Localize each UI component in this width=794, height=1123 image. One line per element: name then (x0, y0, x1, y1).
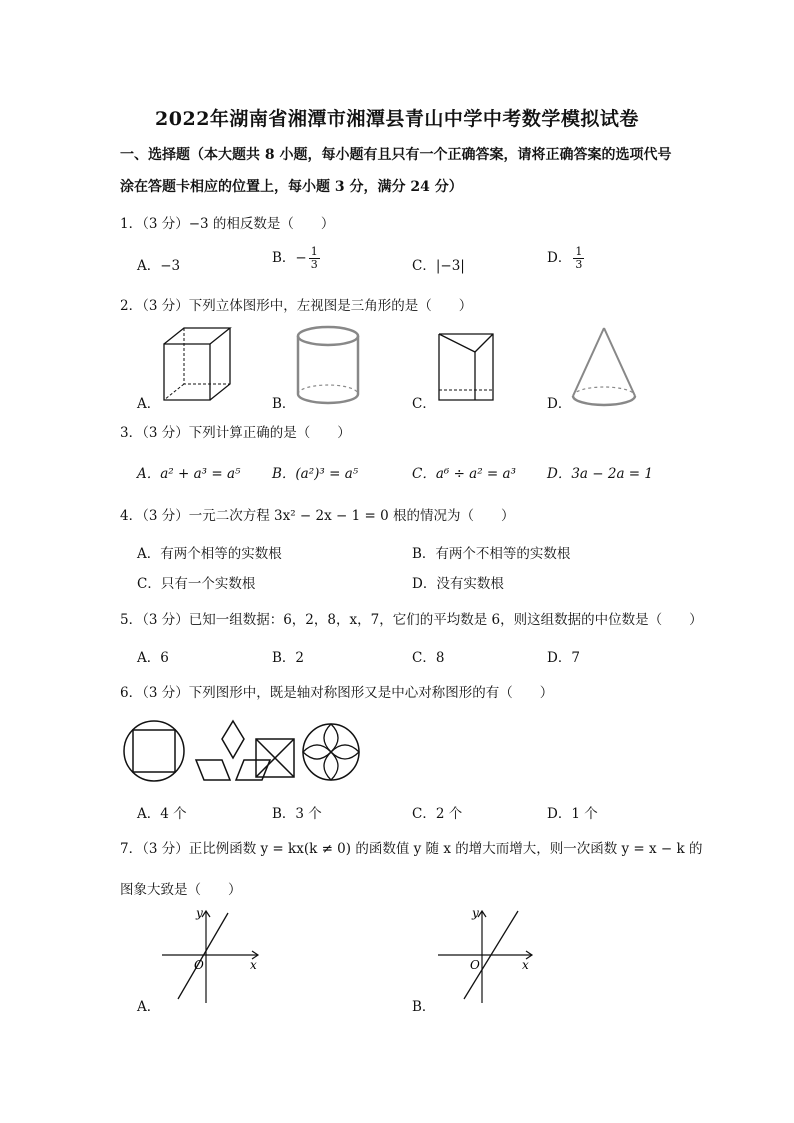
question-7-stem-line2: 图象大致是（ ） (120, 882, 242, 898)
q1-option-b-fraction (309, 246, 320, 271)
section-heading-line1: 一、选择题（本大题共 8 小题，每小题有且只有一个正确答案，请将正确答案的选项代号 (120, 147, 672, 163)
q1-option-d-fraction (573, 246, 584, 271)
q1-b-denominator: 3 (310, 258, 318, 271)
question-1-stem: 1．（3 分）−3 的相反数是（ ） (120, 216, 335, 232)
question-7-stem-line1: 7．（3 分）正比例函数 y = kx(k ≠ 0) 的函数值 y 随 x 的增大而增大，则一次函数 y = x − k 的 (120, 841, 703, 857)
question-2-stem: 2．（3 分）下列立体图形中，左视图是三角形的是（ ） (120, 298, 473, 314)
q1-b-numerator: 1 (310, 245, 318, 258)
q6-option-b: B．3 个 (272, 806, 322, 822)
q5-option-c: C．8 (412, 650, 445, 666)
page-title: 2022年湖南省湘潭市湘潭县青山中学中考数学模拟试卷 (155, 108, 639, 130)
q1-option-b (272, 246, 322, 271)
q2-option-a: A． (137, 396, 161, 412)
q3-option-a: A．a² + a³ = a⁵ (137, 466, 241, 482)
q7-option-a: A． (137, 999, 161, 1015)
section-heading-line2: 涂在答题卡相应的位置上，每小题 3 分，满分 24 分） (120, 179, 463, 195)
graph-a-x-label: x (250, 958, 257, 972)
question-5-stem: 5．（3 分）已知一组数据：6，2，8，x，7，它们的平均数是 6，则这组数据的中位数是（ ） (120, 612, 703, 628)
q1-option-b-prefix: B．− (272, 250, 307, 266)
circle-petals-figure (302, 723, 362, 783)
q1-option-d (547, 246, 586, 271)
question-4-stem: 4．（3 分）一元二次方程 3x² − 2x − 1 = 0 根的情况为（ ） (120, 508, 515, 524)
square-x-figure (254, 737, 298, 781)
q5-option-b: B．2 (272, 650, 305, 666)
q1-option-d-prefix: D． (547, 250, 572, 266)
section-heading (120, 139, 680, 203)
circle-square-figure (123, 720, 187, 784)
q2-option-d: D． (547, 396, 572, 412)
q4-option-a: A．有两个相等的实数根 (137, 546, 282, 562)
q2-option-b: B． (272, 396, 296, 412)
q3-option-d: D．3a − 2a = 1 (547, 466, 653, 482)
q7-graph-b (434, 903, 544, 1008)
q4-option-c: C．只有一个实数根 (137, 576, 256, 592)
q6-option-a: A．4 个 (137, 806, 187, 822)
q1-d-numerator: 1 (575, 245, 583, 258)
q4-option-b: B．有两个不相等的实数根 (412, 546, 571, 562)
cube-figure (160, 326, 240, 406)
q1-option-a: A．−3 (137, 258, 181, 274)
q1-option-c: C．|−3| (412, 258, 465, 274)
cylinder-figure (297, 324, 361, 408)
q5-option-d: D．7 (547, 650, 580, 666)
cone-figure (570, 326, 640, 406)
triangular-prism-figure (437, 330, 507, 410)
graph-a-y-label: y (196, 906, 203, 920)
q7-graph-a (158, 903, 268, 1008)
q4-option-d: D．没有实数根 (412, 576, 504, 592)
q7-option-b: B． (412, 999, 436, 1015)
q6-option-c: C．2 个 (412, 806, 463, 822)
question-3-stem: 3．（3 分）下列计算正确的是（ ） (120, 425, 351, 441)
graph-b-y-label: y (472, 906, 479, 920)
question-6-stem: 6．（3 分）下列图形中，既是轴对称图形又是中心对称图形的有（ ） (120, 685, 554, 701)
q3-option-c: C．a⁶ ÷ a² = a³ (412, 466, 516, 482)
q5-option-a: A．6 (137, 650, 169, 666)
q1-d-denominator: 3 (575, 258, 583, 271)
q6-option-d: D．1 个 (547, 806, 598, 822)
q3-option-b: B．(a²)³ = a⁵ (272, 466, 359, 482)
graph-b-origin-label: O (470, 958, 480, 972)
graph-a-origin-label: O (194, 958, 204, 972)
graph-b-x-label: x (522, 958, 529, 972)
q2-option-c: C． (412, 396, 436, 412)
